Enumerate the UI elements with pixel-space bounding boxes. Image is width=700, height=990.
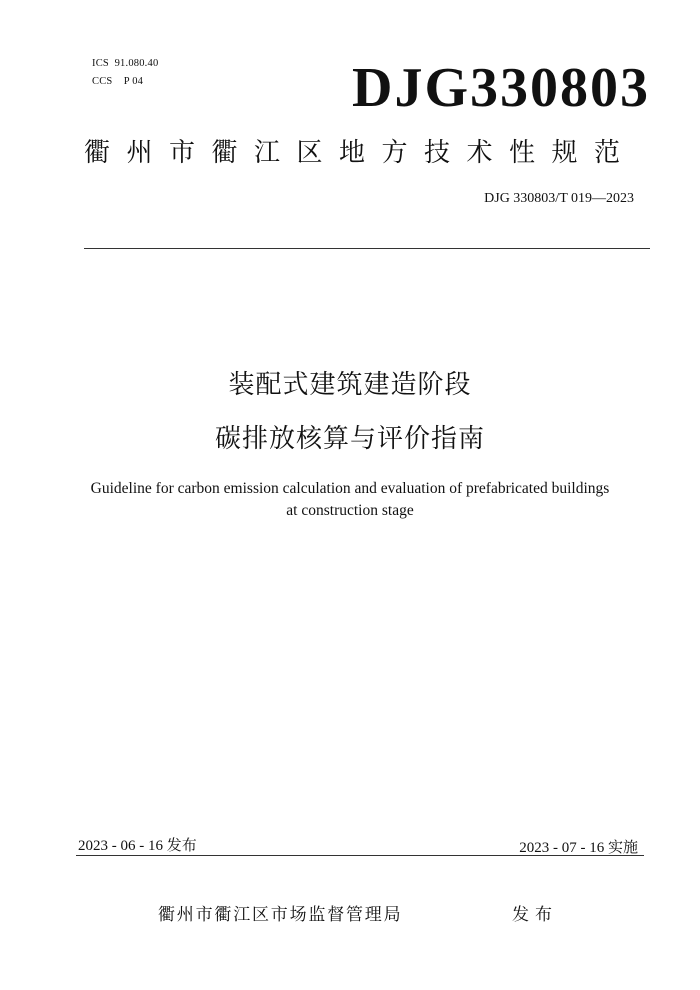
ccs-code: CCS P 04 xyxy=(92,76,144,87)
ics-code: ICS 91.080.40 xyxy=(92,58,159,69)
document-title-en-line2: at construction stage xyxy=(286,502,414,519)
standard-code: DJG330803 xyxy=(352,57,650,119)
header-divider xyxy=(84,248,650,249)
issue-label: 发布 xyxy=(512,905,558,925)
issue-date: 2023 - 06 - 16 发布 xyxy=(78,838,197,854)
implementation-date: 2023 - 07 - 16 实施 xyxy=(519,840,638,856)
document-title-cn-line2: 碳排放核算与评价指南 xyxy=(214,424,485,454)
document-title-cn-line1: 装配式建筑建造阶段 xyxy=(228,370,472,400)
document-title-en-line1: Guideline for carbon emission calculation and evaluation of prefabricated buildings xyxy=(90,480,610,497)
authority-title: 衢州市衢江区地方技术性规范 xyxy=(84,138,637,168)
standard-number: DJG 330803/T 019—2023 xyxy=(484,191,634,206)
footer-divider xyxy=(76,855,644,856)
issuing-authority: 衢州市衢江区市场监督管理局 xyxy=(158,905,403,925)
